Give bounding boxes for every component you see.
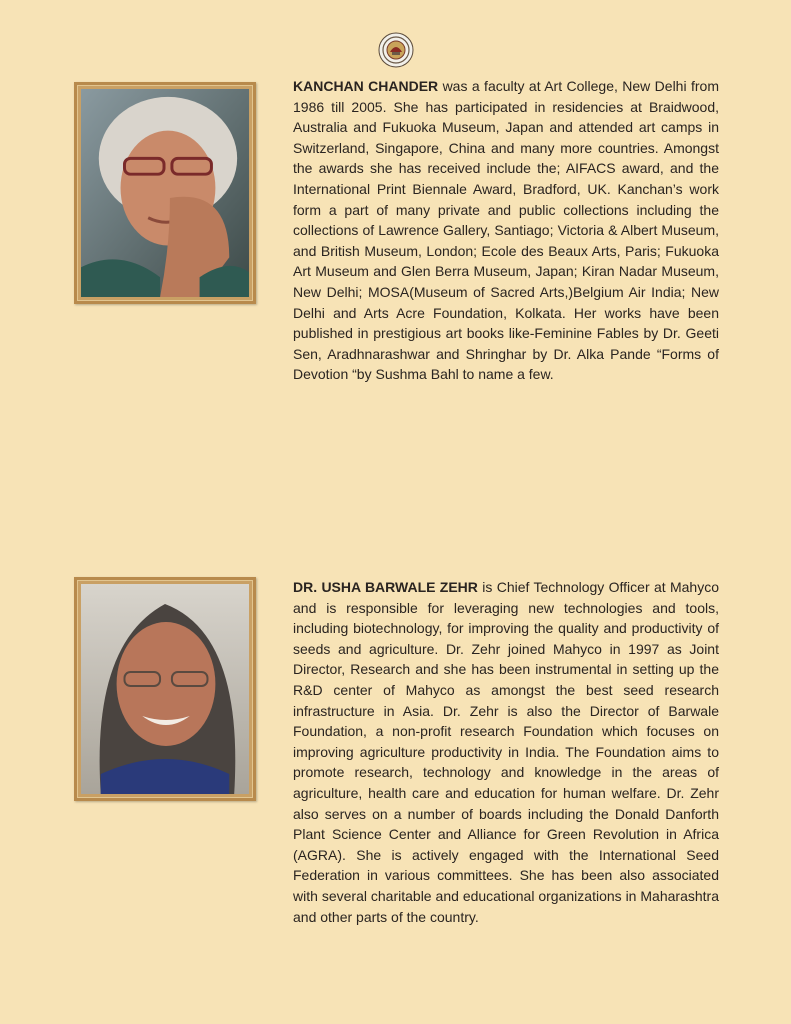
portrait-photo-frame <box>74 577 256 801</box>
bio-text: was a faculty at Art College, New Delhi from 1986 till 2005. She has participated in residencies at Braidwood, Australia and Fukuoka Museum, Japan and attended art camps in Switzerland, Singapore, China and many more countries. Amongst the awards she has received include the; AIFACS award, and the International Print Biennale Award, Bradford, UK. Kanchan’s work form a part of many private and public collections including the collections of Lawrence Gallery, Santiago; Victoria & Albert Museum, and British Museum, London; Ecole des Beaux Arts, Paris; Fukuoka Art Museum and Glen Berra Museum, Japan; Kiran Nadar Museum, New Delhi; MOSA(Museum of Sacred Arts,)Belgium Air India; New Delhi and Arts Acre Foundation, Kolkata. Her works have been published in prestigious art books like-Feminine Fables by Dr. Geeti Sen, Aradhnarashwar and Shringhar by Dr. Alka Pande “Forms of Devotion “by Sushma Bahl to name a few. <box>293 78 719 383</box>
person-name: KANCHAN CHANDER <box>293 78 439 94</box>
portrait-photo-frame <box>74 82 256 304</box>
emblem-logo <box>378 32 414 68</box>
bio-text: is Chief Technology Officer at Mahyco and is responsible for leveraging new technologies and tools, including biotechnology, for improving the quality and productivity of seeds and agriculture. Dr. Zehr joined Mahyco in 1997 as Joint Director, Research and she has been instrumental in setting up the R&D center of Mahyco as amongst the best seed research infrastructure in Asia. Dr. Zehr is also the Director of Barwale Foundation, a non-profit research Foundation which focuses on improving agriculture productivity in India. The Foundation aims to promote research, technology and knowledge in the areas of agriculture, health care and education for human welfare. Dr. Zehr also serves on a number of boards including the Donald Danforth Plant Science Center and Alliance for Green Revolution in Africa (AGRA). She is actively engaged with the International Seed Federation in various committees. She has been also associated with several charitable and educational organizations in Maharashtra and other parts of the country. <box>293 579 719 925</box>
person-name: DR. USHA BARWALE ZEHR <box>293 579 478 595</box>
bio-paragraph-usha-barwale-zehr <box>293 577 719 927</box>
portrait-photo <box>81 89 249 297</box>
bio-paragraph-kanchan-chander <box>293 76 719 385</box>
portrait-photo <box>81 584 249 794</box>
